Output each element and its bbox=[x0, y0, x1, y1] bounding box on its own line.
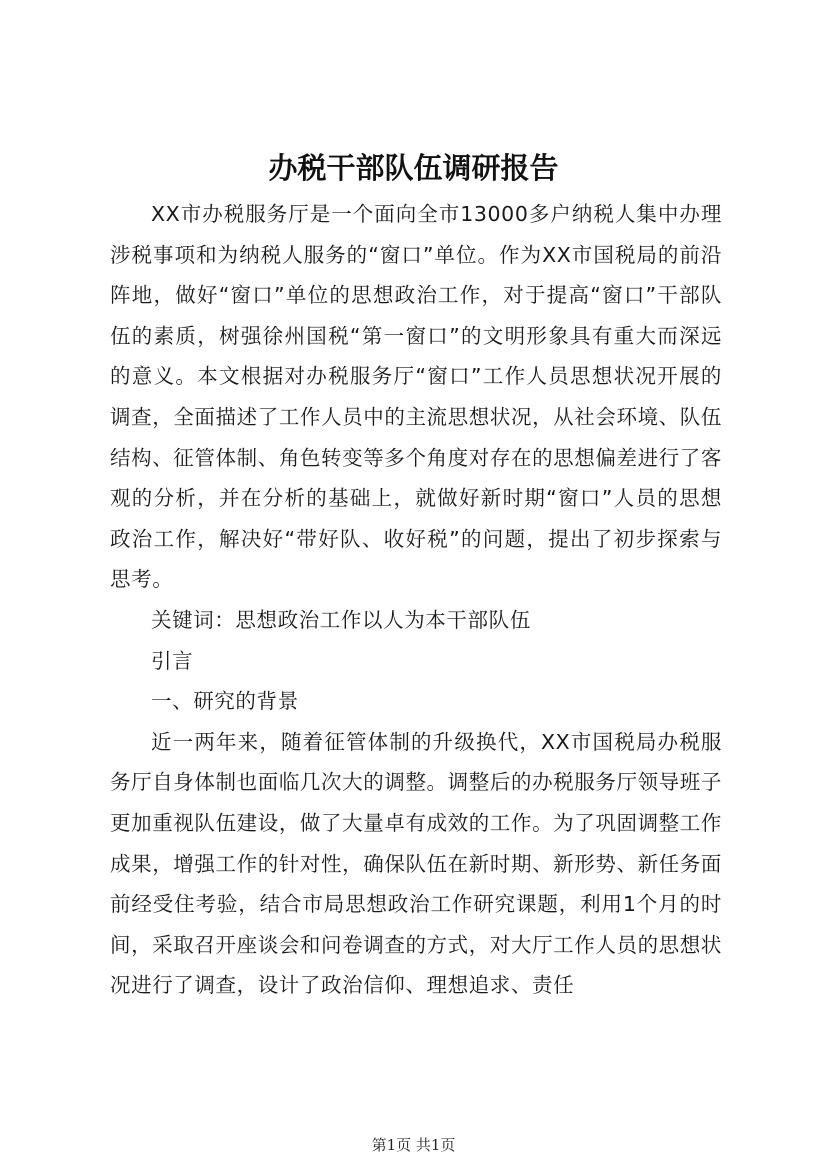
section-heading-background: 一、研究的背景 bbox=[151, 689, 299, 714]
introduction-heading: 引言 bbox=[151, 648, 194, 673]
background-paragraph: 近一两年来，随着征管体制的升级换代，XX市国税局办税服务厅自身体制也面临几次大的调整。调整后的办税服务厅领导班子更加重视队伍建设，做了大量卓有成效的工作。为了巩固调整工作成果，增强工作的针对性，确保队伍在新时期、新形势、新任务面前经受住考验，结合市局思想政治工作研究课题，利用1个月的时间，采取召开座谈会和问卷调查的方式，对大厅工作人员的思想状况进行了调查，设计了政治信仰、理想追求、责任 bbox=[110, 729, 722, 998]
document-body bbox=[110, 194, 722, 1006]
keywords-paragraph: 关键词：思想政治工作以人为本干部队伍 bbox=[151, 607, 531, 632]
abstract-paragraph: XX市办税服务厅是一个面向全市13000多户纳税人集中办理涉税事项和为纳税人服务的“窗口”单位。作为XX市国税局的前沿阵地，做好“窗口”单位的思想政治工作，对于提高“窗口”干部队伍的素质，树强徐州国税“第一窗口”的文明形象具有重大而深远的意义。本文根据对办税服务厅“窗口”工作人员思想状况开展的调查，全面描述了工作人员中的主流思想状况，从社会环境、队伍结构、征管体制、角色转变等多个角度对存在的思想偏差进行了客观的分析，并在分析的基础上，就做好新时期“窗口”人员的思想政治工作，解决好“带好队、收好税”的问题，提出了初步探索与思考。 bbox=[110, 202, 722, 592]
page-footer: 第1页 共1页 bbox=[371, 1136, 456, 1154]
document-title: 办税干部队伍调研报告 bbox=[268, 151, 559, 185]
